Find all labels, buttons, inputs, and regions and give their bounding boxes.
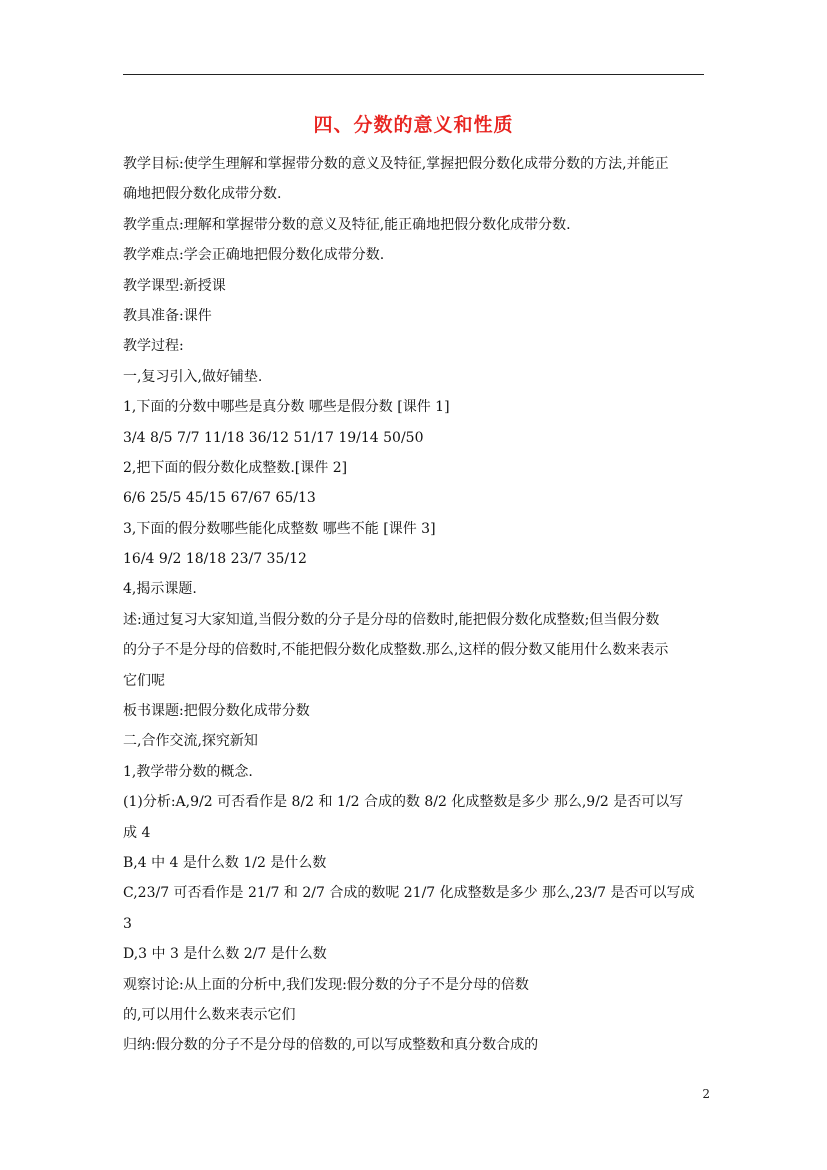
text-line: 教具准备:课件	[123, 307, 212, 324]
text-line: 教学课型:新授课	[123, 277, 226, 294]
text-line: B,4 中 4 是什么数 1/2 是什么数	[123, 854, 327, 871]
text-line: 确地把假分数化成带分数.	[123, 186, 282, 203]
text-line: D,3 中 3 是什么数 2/7 是什么数	[123, 946, 327, 963]
text-line: 的,可以用什么数来表示它们	[123, 1006, 296, 1023]
page-title: 四、分数的意义和性质	[313, 114, 514, 136]
document-body	[123, 149, 708, 1061]
text-line: 教学难点:学会正确地把假分数化成带分数.	[123, 247, 385, 264]
text-line: 1,教学带分数的概念.	[123, 763, 253, 780]
text-line: 1,下面的分数中哪些是真分数 哪些是假分数 [课件 1]	[123, 399, 450, 416]
section-heading: 一,复习引入,做好铺垫.	[123, 368, 263, 385]
text-line: 述:通过复习大家知道,当假分数的分子是分母的倍数时,能把假分数化成整数;但当假分数	[123, 611, 660, 628]
fraction-list: 3/4 8/5 7/7 11/18 36/12 51/17 19/14 50/50	[123, 429, 424, 446]
text-line: 的分子不是分母的倍数时,不能把假分数化成整数.那么,这样的假分数又能用什么数来表示	[123, 642, 669, 659]
text-line: C,23/7 可否看作是 21/7 和 2/7 合成的数呢 21/7 化成整数是多少 那么,23/7 是否可以写成	[123, 885, 695, 902]
header-rule	[123, 74, 704, 75]
text-line: 成 4	[123, 824, 151, 841]
fraction-list: 6/6 25/5 45/15 67/67 65/13	[123, 490, 316, 507]
text-line: 它们呢	[123, 672, 165, 689]
text-line: 板书课题:把假分数化成带分数	[123, 703, 310, 720]
text-line: 教学过程:	[123, 338, 184, 355]
fraction-list: 16/4 9/2 18/18 23/7 35/12	[123, 551, 307, 568]
text-line: 观察讨论:从上面的分析中,我们发现:假分数的分子不是分母的倍数	[123, 976, 529, 993]
page-number: 2	[702, 1087, 710, 1101]
text-line: 4,揭示课题.	[123, 581, 197, 598]
text-line: (1)分析:A,9/2 可否看作是 8/2 和 1/2 合成的数 8/2 化成整数是多少 那么,9/2 是否可以写	[123, 794, 684, 811]
section-heading: 二,合作交流,探究新知	[123, 733, 258, 750]
text-line: 归纳:假分数的分子不是分母的倍数的,可以写成整数和真分数合成的	[123, 1037, 539, 1054]
text-line: 教学目标:使学生理解和掌握带分数的意义及特征,掌握把假分数化成带分数的方法,并能正	[123, 156, 669, 172]
text-line: 教学重点:理解和掌握带分数的意义及特征,能正确地把假分数化成带分数.	[123, 216, 571, 233]
text-line: 2,把下面的假分数化成整数.[课件 2]	[123, 459, 348, 476]
text-line: 3,下面的假分数哪些能化成整数 哪些不能 [课件 3]	[123, 520, 436, 537]
text-line: 3	[123, 915, 132, 932]
